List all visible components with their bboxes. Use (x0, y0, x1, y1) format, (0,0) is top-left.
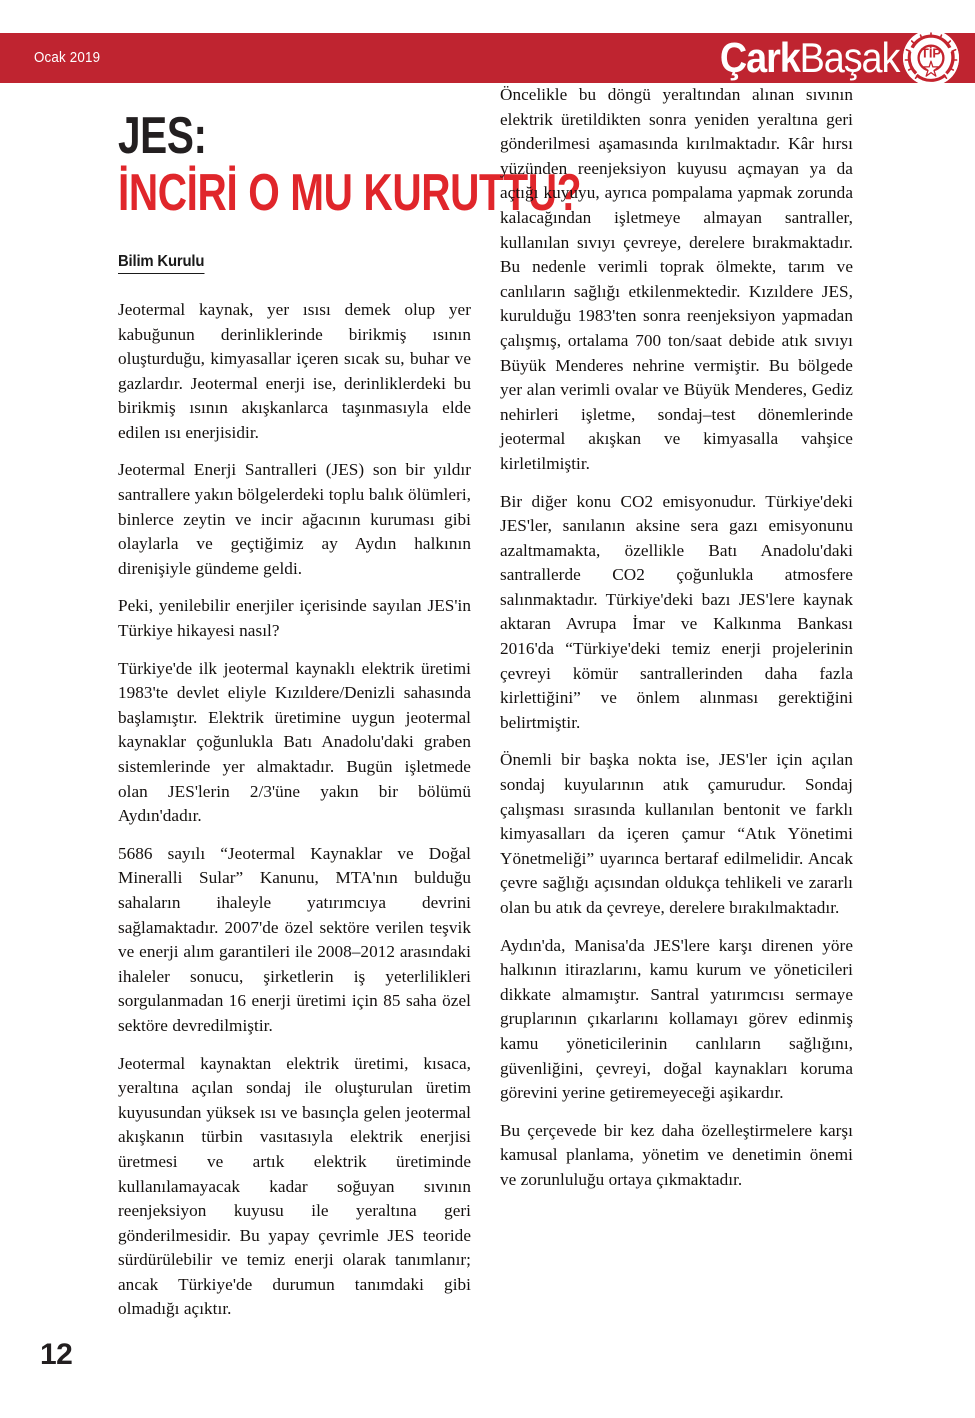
paragraph: Türkiye'de ilk jeotermal kaynaklı elektrik üretimi 1983'te devlet eliyle Kızıldere/Denizli sahasında başlamıştır. Elektrik üretimine uygun jeotermal kaynaklar çoğunlukla Batı Anadolu'daki graben sistemlerinde yer almaktadır. Bugün işletmede olan JES'lerin 2/3'üne yakın bir bölümü Aydın'dadır. (118, 658, 471, 826)
right-column-text (500, 83, 853, 1193)
issue-date: Ocak 2019 (34, 49, 101, 66)
paragraph: Önemli bir başka nokta ise, JES'ler için açılan sondaj kuyularının atık çamurudur. Sondaj çalışması sırasında kullanılan bentonit ve farklı kimyasalları da içeren çamur “Atık Yönetimi Yönetmeliği” uyarınca bertaraf edilmelidir. Ancak çevre sağlığı açısından oldukça tehlikeli ve zararlı olan bu atık da çevreye, derelere bırakılmaktadır. (500, 750, 853, 917)
masthead-bold-part: Çark (719, 34, 800, 81)
paragraph: Bu çerçevede bir kez daha özelleştirmelere karşı kamusal planlama, yönetim ve denetimin önemi ve zorunluluğu ortaya çıkmaktadır. (500, 1120, 853, 1189)
headline-line-1: JES: (118, 107, 207, 165)
paragraph: 5686 sayılı “Jeotermal Kaynaklar ve Doğal Mineralli Sular” Kanunu, MTA'nın bulduğu sahaların ihaleyle yatırımcıya devrini sağlamaktadır. 2007'de özel sektöre verilen teşvik ve enerji alım garantileri ile 2008–2012 arasındaki ihaleler sonucu, şirketlerin iş yeterlilikleri sorgulanmadan 16 enerji üretimi için 85 saha özel sektöre devredilmiştir. (118, 843, 471, 1035)
masthead-light-part: Başak (799, 34, 899, 81)
article-byline: Bilim Kurulu (118, 253, 204, 274)
article-headline (118, 107, 582, 222)
paragraph: Peki, yenilebilir enerjiler içerisinde sayılan JES'in Türkiye hikayesi nasıl? (118, 596, 471, 641)
article-body (0, 83, 975, 1418)
masthead-wordmark (719, 34, 899, 81)
paragraph: Öncelikle bu döngü yeraltından alınan sıvının elektrik üretildikten sonra yeniden yeraltına geri gönderilmesi aşamasında kırılmaktadır. Kâr hırsı yüzünden reenjeksiyon kuyusu açmayan ya da açtığı kuyuyu, ayrıca pompalama yapmak zorunda kalacağından işletmeye almayan santraller, kullanılan sıvıyı çevreye, derelere bırakmaktadır. Bu nedenle verimli toprak ölmekte, tarım ve canlıların sağlığı etkilenmektedir. Kızıldere JES, kurulduğu 1983'ten sonra reenjeksiyon yapmadan çalışmış, ortalama 700 ton/saat debide atık sıvıyı Büyük Menderes nehrine vermiştir. Bu bölgede yer alan verimli ovalar ve Büyük Menderes, Gediz nehirleri işletme, sondaj–test dönemlerinde jeotermal akışkan ve kimyasalla vahşice kirletilmiştir. (500, 85, 853, 473)
right-column (500, 83, 853, 1193)
paragraph: Jeotermal kaynak, yer ısısı demek olup yer kabuğunun derinliklerinde birikmiş ısının oluşturduğu, kimyasallar içeren sıcak su, buhar ve gazlardır. Jeotermal enerji ise, derinliklerdeki bu birikmiş ısının akışkanlarca taşınmasıyla elde edilen ısı enerjisidir. (118, 299, 471, 442)
page-number: 12 (40, 1338, 73, 1371)
left-column (118, 83, 582, 1322)
page-header-band (0, 33, 975, 83)
svg-text:TİP: TİP (920, 45, 942, 61)
paragraph: Jeotermal Enerji Santralleri (JES) son bir yıldır santrallere yakın bölgelerdeki toplu balık ölümleri, binlerce zeytin ve incir ağacının kuruması gibi olaylarla ve geçtiğimiz ay Aydın halkının direnişiyle gündeme geldi. (118, 460, 471, 578)
left-column-text (118, 298, 471, 1322)
headline-line-2: İNCİRİ O MU KURUTTU? (118, 163, 582, 222)
tip-party-emblem-icon (903, 30, 959, 86)
paragraph: Jeotermal kaynaktan elektrik üretimi, kısaca, yeraltına açılan sondaj ile oluşturulan üretim kuyusundan yüksek ısı ve basınçla gelen jeotermal akışkanın türbin vasıtasıyla elektrik enerjisi üretmesi ve artık elektrik üretiminde kullanılamayacak kadar soğuyan sıvının reenjeksiyon kuyusu ile yeraltına geri gönderilmesidir. Bu yapay çevrimle JES teoride sürdürülebilir ve temiz enerji olarak tanımlanır; ancak Türkiye'de durumun tanımdaki gibi olmadığı açıktır. (118, 1053, 471, 1319)
paragraph: Bir diğer konu CO2 emisyonudur. Türkiye'deki JES'ler, sanılanın aksine sera gazı emisyonunu azaltmamakta, özellikle Batı Anadolu'daki santrallerde CO2 çoğunlukla atmosfere salınmaktadır. Türkiye'deki bazı JES'lere kaynak aktaran Avrupa İmar ve Kalkınma Bankası 2016'da “Türkiye'deki temiz enerji projelerinin çevreyi kömür santrallerinden daha fazla kirlettiğini” ve önlem alınması gerektiğini belirtmiştir. (500, 491, 853, 732)
paragraph: Aydın'da, Manisa'da JES'lere karşı direnen yöre halkının itirazlarını, kamu kurum ve yöneticileri dikkate almamıştır. Santral yatırımcısı sermaye gruplarının çıkarlarını kollamayı görev edinmiş kamu yöneticilerinin canlıların sağlığını, güvenliğini, çevreyi, doğal kaynakları koruma görevini yerine getiremeyeceği aşikardır. (500, 935, 853, 1103)
masthead-logo (700, 30, 959, 86)
